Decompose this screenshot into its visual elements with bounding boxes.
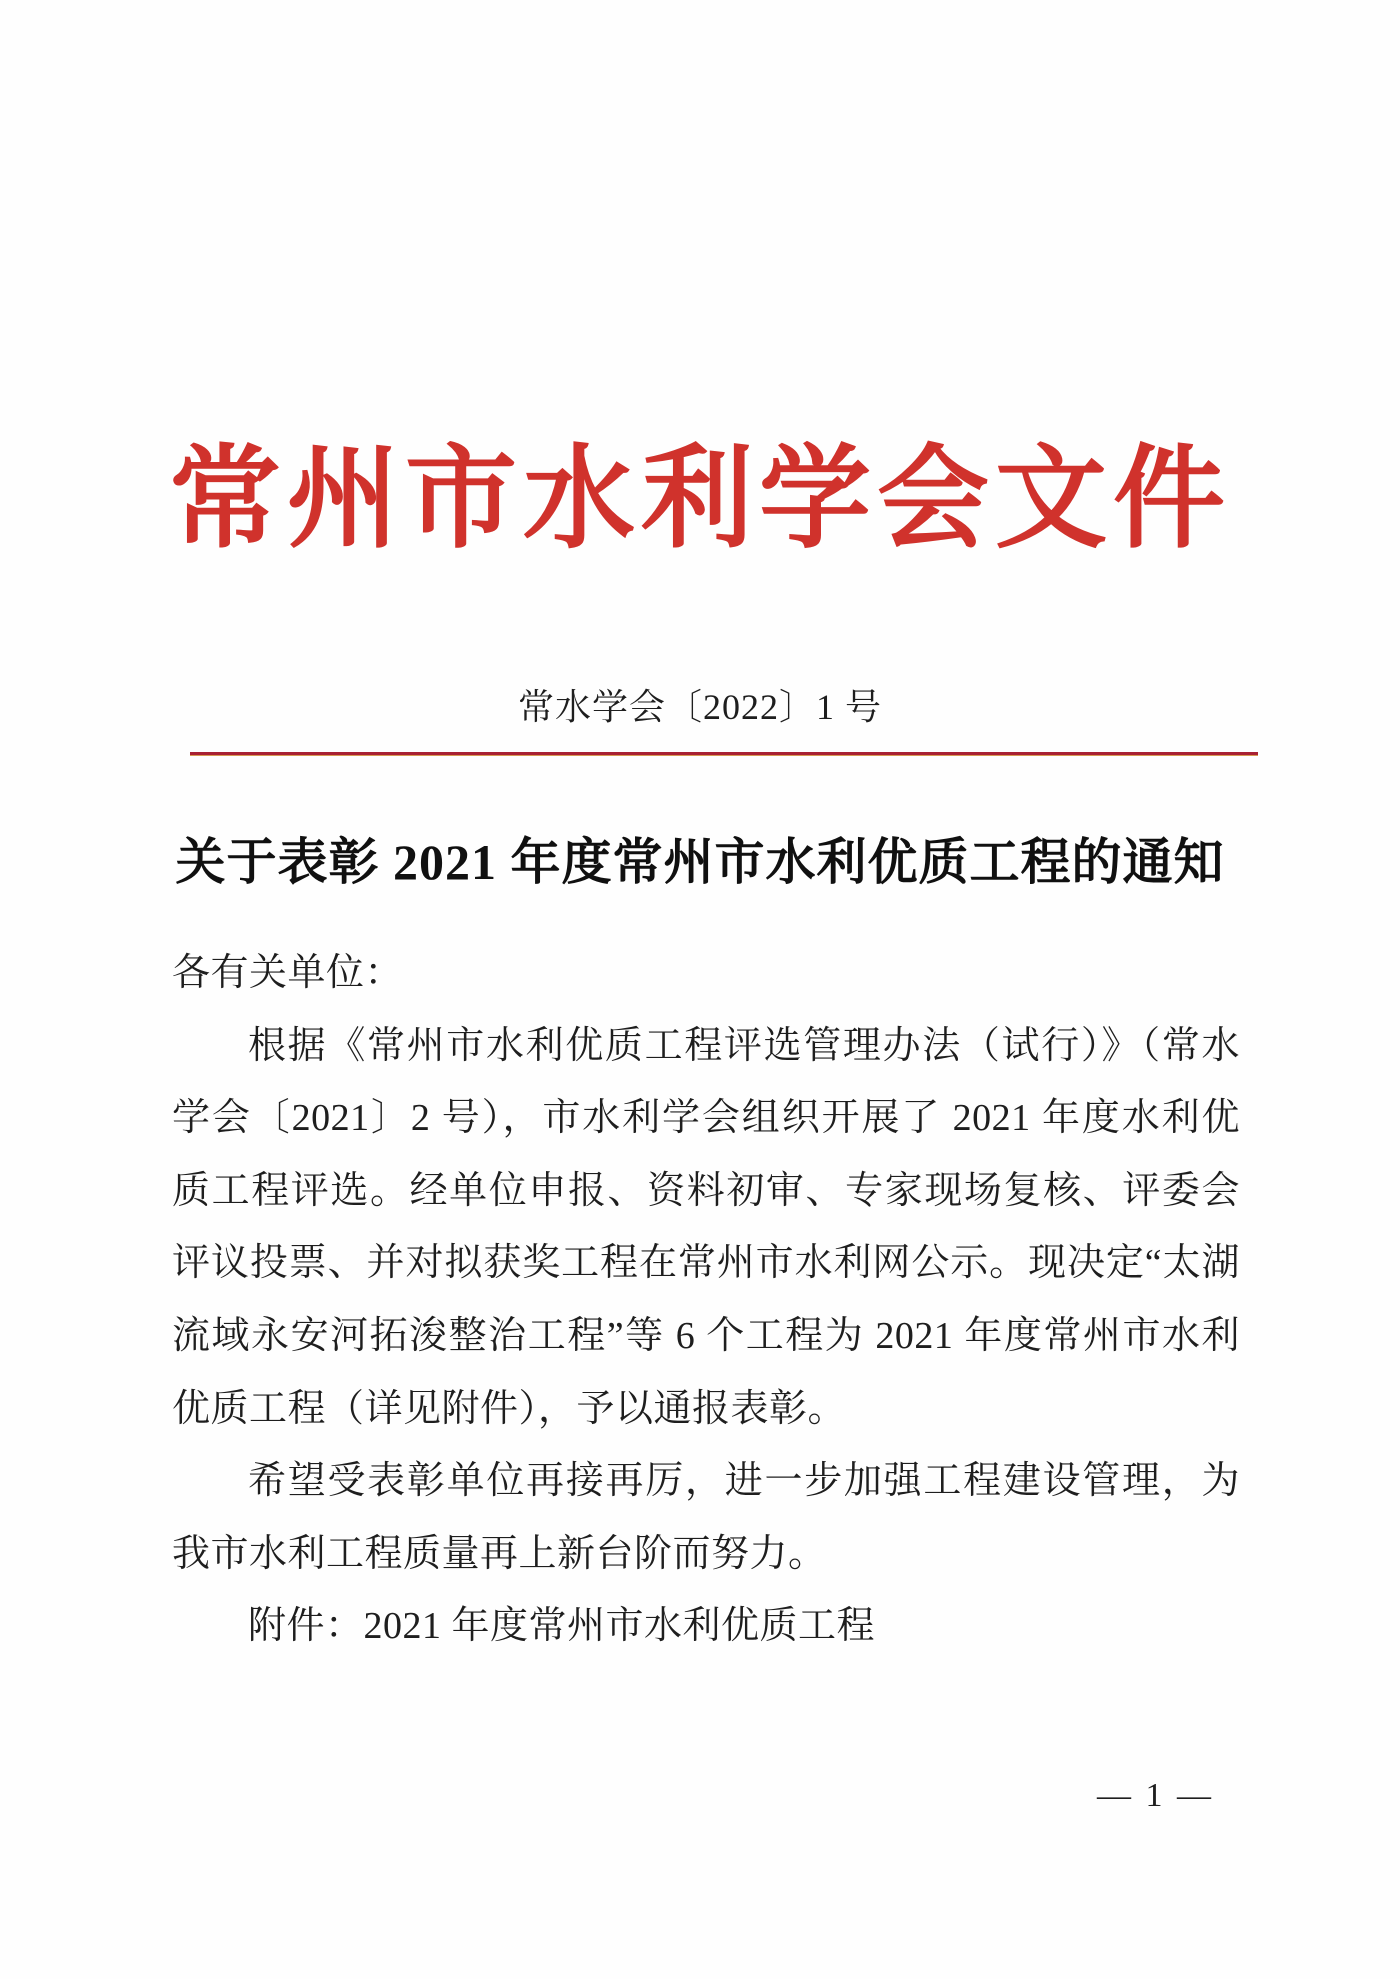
document-header-title: 常州市水利学会文件 — [169, 438, 1231, 562]
page-number: — 1 — — [1097, 1777, 1214, 1814]
document-body — [172, 937, 1240, 1663]
document-number: 常水学会〔2022〕1 号 — [517, 687, 882, 727]
attachment-line: 附件：2021 年度常州市水利优质工程 — [248, 1605, 876, 1648]
header-divider-rule — [190, 752, 1258, 756]
salutation: 各有关单位： — [172, 952, 404, 994]
notice-title: 关于表彰 2021 年度常州市水利优质工程的通知 — [175, 834, 1225, 890]
body-paragraph-2: 希望受表彰单位再接再厉，进一步加强工程建设管理，为我市水利工程质量再上新台阶而努力。 — [172, 1460, 1240, 1575]
body-paragraph-1: 根据《常州市水利优质工程评选管理办法（试行）》（常水学会〔2021〕2 号），市水利学会组织开展了 2021 年度水利优质工程评选。经单位申报、资料初审、专家现场复核、评委会评议投票、并对拟获奖工程在常州市水利网公示。现决定“太湖流域永安河拓浚整治工程”等 6 个工程为 2021 年度常州市水利优质工程（详见附件），予以通报表彰。 — [172, 1024, 1240, 1430]
